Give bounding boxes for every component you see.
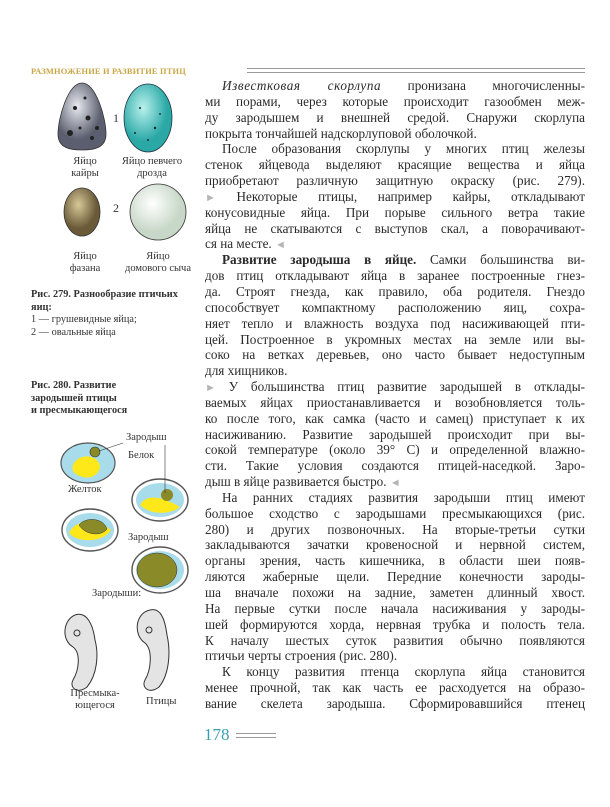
line-text: менее прочной, так как часть ее расходуется на образо- <box>205 680 585 696</box>
text-line <box>205 189 585 205</box>
line-text: ваемых яйцах приостанавливается и возобновляется толь- <box>205 394 585 410</box>
line-text: покрыта тончайшей надскорлуповой оболочкой. <box>205 125 477 141</box>
line-text: После образования скорлупы у многих птиц железы <box>222 141 585 157</box>
text-line <box>205 126 585 142</box>
section-end-arrow-icon: ◄ <box>275 239 286 252</box>
text-line <box>205 569 585 585</box>
pheasant-egg <box>64 188 100 236</box>
figure-279-caption <box>31 289 196 339</box>
line-text: ми порами, через которые происходит газообмен меж- <box>205 93 585 109</box>
text-line <box>205 442 585 458</box>
label-owl-egg <box>112 251 204 275</box>
text-line <box>205 522 585 538</box>
line-text: ду зародышем и внешней средой. Снаружи скорлупа <box>205 109 585 125</box>
text-line <box>205 141 585 157</box>
line-text: К началу шестых суток развития обычно появляются <box>205 632 585 648</box>
line-text: пронизана многочисленны- <box>381 78 585 93</box>
line-text: птичьи черты строения (рис. 280). <box>205 648 398 664</box>
line-text: соко на ветках деревьев, оно часто бывает недоступным <box>205 347 585 363</box>
text-line <box>205 300 585 316</box>
text-line <box>205 252 585 268</box>
line-text: няет тепло и влажность воздуха под насиживающей пти- <box>205 315 585 331</box>
label-embryos: Зародыши: <box>92 588 142 599</box>
text-line <box>205 427 585 443</box>
label-thrush-egg <box>112 156 192 180</box>
label-kaira-egg <box>55 156 115 180</box>
line-text: Самки большинства ви- <box>416 252 585 268</box>
line-text: яйца не скатываются с выступов скал, а поворачивают- <box>205 220 585 236</box>
line-text: дов птиц откладывают яйца в заранее построенные гнез- <box>205 268 585 284</box>
line-text: сокой температуре (около 39° С) и определенной влажно- <box>205 442 585 458</box>
line-text: органы зрения, часть кишечника, в области шеи появ- <box>205 553 585 569</box>
caption-line: Рис. 280. Развитие <box>31 380 117 391</box>
text-line <box>205 601 585 617</box>
text-line <box>205 284 585 300</box>
kaira-egg <box>58 83 106 150</box>
text-line <box>205 332 585 348</box>
section-end-arrow-icon: ◄ <box>389 477 401 490</box>
text-line <box>205 490 585 506</box>
egg-stage-4 <box>132 547 188 593</box>
label-albumen: Белок <box>128 450 155 461</box>
marker-2: 2 <box>113 201 119 215</box>
text-line <box>205 94 585 110</box>
text-line <box>205 664 585 680</box>
line-text: цей. Построенное в укромных местах на земле или вы- <box>205 331 585 347</box>
page-number-rule <box>236 733 276 738</box>
figure-280-caption <box>31 380 127 418</box>
label-line: Яйцо <box>146 251 170 262</box>
text-line <box>205 474 585 490</box>
caption-line: зародышей птицы <box>31 392 117 404</box>
line-text: шей формируются хорда, нервная трубка и полость тела. <box>205 616 585 632</box>
line-text: для хищников. <box>205 363 288 379</box>
line-text: да. Строят гнезда, как правило, оба родителя. Гнездо <box>205 283 585 299</box>
label-embryo-1: Зародыш <box>126 432 167 443</box>
label-line: дрозда <box>137 168 167 179</box>
label-line: домового сыча <box>125 263 191 274</box>
label-yolk: Желток <box>68 484 102 495</box>
line-text: вание скелета зародыша. Сформировавшийся птенец <box>205 695 585 711</box>
label-line: Яйцо <box>73 251 97 262</box>
text-line <box>205 110 585 126</box>
caption-line: 2 — овальные яйца <box>31 326 116 338</box>
reptile-embryo <box>65 614 97 690</box>
owl-egg <box>130 184 186 240</box>
label-line: фазана <box>69 263 101 274</box>
line-text: У большинства птиц развитие зародышей в отклады- <box>215 379 585 395</box>
label-reptile <box>60 688 130 712</box>
line-text: ляются жаберные щели. Передние конечности зароды- <box>205 569 585 585</box>
text-line <box>205 537 585 553</box>
egg-stage-1 <box>61 443 123 483</box>
line-text: способствует компактному расположению яиц, сохра- <box>205 299 585 315</box>
line-text: К концу развития птенца скорлупа яйца становится <box>222 664 585 680</box>
bird-embryo <box>137 610 169 691</box>
section-start-arrow-icon: ► <box>205 191 216 204</box>
label-embryo-2: Зародыш <box>128 532 169 543</box>
line-text: ся на месте. <box>205 236 276 252</box>
text-line <box>205 633 585 649</box>
line-text: На ранних стадиях развития зародыши птиц имеют <box>222 489 585 505</box>
text-line <box>205 458 585 474</box>
label-line: Яйцо певчего <box>121 156 183 167</box>
text-line <box>205 205 585 221</box>
text-line <box>205 585 585 601</box>
line-text: ко после того, как самка (часто и самец) приступает к их <box>205 410 585 426</box>
text-line <box>205 268 585 284</box>
label-line: Пресмыка- <box>70 688 120 699</box>
text-line <box>205 395 585 411</box>
line-text: 280) и других позвоночных. На вторые-третьи сутки <box>205 521 585 537</box>
thrush-egg <box>124 84 172 152</box>
label-pheasant-egg <box>55 251 115 275</box>
text-line <box>205 78 585 94</box>
text-line <box>205 316 585 332</box>
marker-1: 1 <box>113 111 119 125</box>
page-number: 178 <box>204 725 230 744</box>
text-line <box>205 617 585 633</box>
text-line <box>205 506 585 522</box>
subheading: Развитие зародыша в яйце. <box>222 252 417 268</box>
text-line <box>205 236 585 252</box>
line-text: дыш в яйце развивается быстро. <box>205 474 390 490</box>
body-text <box>205 78 585 712</box>
text-line <box>205 221 585 237</box>
label-line: ющегося <box>75 700 115 711</box>
line-text: ша вначале похожи на задние, заметен длинный хвост. <box>205 585 585 600</box>
egg-stage-3 <box>62 509 118 551</box>
caption-line: и пресмыкающегося <box>31 405 128 416</box>
text-line <box>205 680 585 696</box>
line-text: Некоторые птицы, например кайры, откладывают <box>215 188 585 204</box>
text-line <box>205 173 585 189</box>
line-text: стенок яйцевода выделяют красящие вещества и яйца <box>205 157 585 173</box>
text-line <box>205 553 585 569</box>
header-rule <box>247 68 585 73</box>
line-text: сти. Такие условия создаются птицей-наседкой. Заро- <box>205 458 585 474</box>
line-text: конусовидные яйца. При порыве сильного ветра такие <box>205 204 585 220</box>
section-header: РАЗМНОЖЕНИЕ И РАЗВИТИЕ ПТИЦ <box>31 67 186 76</box>
line-text: На первые сутки после начала насиживания у зароды- <box>205 600 585 616</box>
section-start-arrow-icon: ► <box>205 382 216 395</box>
emphasis-term: Известковая скорлупа <box>222 78 382 93</box>
label-line: Яйцо <box>73 156 97 167</box>
text-line <box>205 648 585 664</box>
caption-line: 1 — грушевидные яйца; <box>31 314 137 325</box>
figure-280-embryos <box>55 425 205 705</box>
line-text: большое сходство с зародышами пресмыкающихся (рис. <box>205 505 585 521</box>
label-line: кайры <box>71 168 99 179</box>
caption-title: Рис. 279. Разнообразие птичьих яиц: <box>31 289 178 313</box>
text-line <box>205 157 585 173</box>
text-line <box>205 379 585 395</box>
text-line <box>205 696 585 712</box>
text-line <box>205 363 585 379</box>
label-bird: Птицы <box>146 696 177 707</box>
line-text: закладываются зачатки кровеносной и нервной систем, <box>205 537 585 553</box>
line-text: приобретают различную защитную окраску (рис. 279). <box>205 173 585 189</box>
text-line <box>205 411 585 427</box>
text-line <box>205 347 585 363</box>
line-text: насиживанию. Развитие зародышей происходит при вы- <box>205 426 585 442</box>
